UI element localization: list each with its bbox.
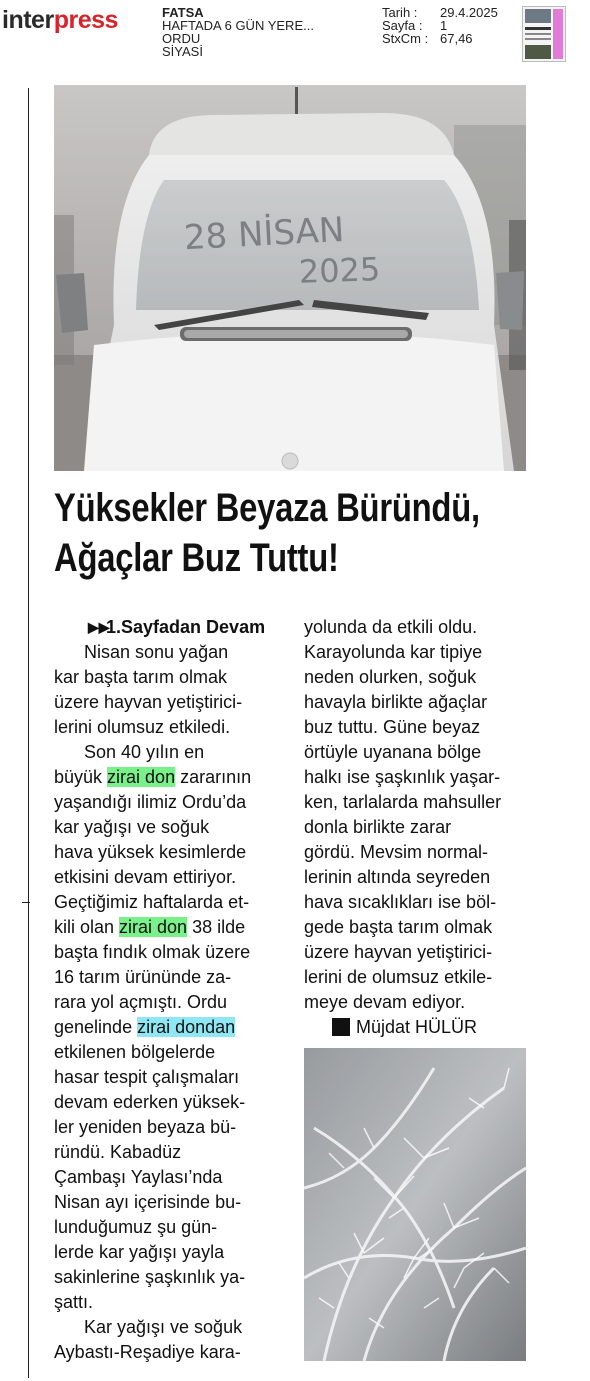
clipping-city: ORDU <box>162 31 201 46</box>
date-row: Tarih : 29.4.2025 <box>382 5 498 20</box>
double-arrow-icon: ▶▶ <box>88 619 110 635</box>
square-bullet-icon <box>332 1018 350 1036</box>
paragraph-3-continued: yolunda da etkili oldu. Karayolunda kar tipiye neden olurken, soğuk havayla birlikte ağaçlar buz tuttu. Güne beyaz örtüyle uyanana bölge halkı ise şaşkınlık yaşar- ken, tarlalarda mahsuller donla birlikte zarar gördü. Mevsim normal- lerinin altında seyreden hava sıcaklıkları ise böl- gede başta tarım olmak üzere hayvan yetiştirici- lerini de olumsuz etkile- meye devam ediyor. <box>304 617 502 1012</box>
frosted-trees-photo <box>304 1048 526 1361</box>
article-headline <box>54 483 480 583</box>
stxcm-row: StxCm : 67,46 <box>382 31 473 46</box>
snowy-van-photo <box>54 85 526 471</box>
paragraph-3: Kar yağışı ve soğuk Aybastı-Reşadiye kara- <box>54 1317 243 1362</box>
headline-line-2: Ağaçlar Buz Tuttu! <box>54 536 339 580</box>
headline-line-1: Yüksekler Beyaza Büründü, <box>54 486 480 530</box>
clipping-info <box>162 6 314 58</box>
page-value: 1 <box>440 18 448 33</box>
snow-writing-2: 2025 <box>298 250 381 291</box>
clipping-meta <box>382 6 498 45</box>
clipping-headline: HAFTADA 6 GÜN YERE... <box>162 18 314 33</box>
snow-writing-1: 28 NİSAN <box>182 209 346 259</box>
highlight-zirai-don-2: zirai don <box>119 917 188 937</box>
continued-kicker: ▶▶ 1.Sayfadan Devam <box>54 615 284 640</box>
page-row: Sayfa : 1 <box>382 18 448 33</box>
article-column-1 <box>54 615 284 1365</box>
paragraph-2: Son 40 yılın en büyük zirai don zararının yaşandığı ilimiz Ordu’da kar yağışı ve soğuk hava yüksek kesimlerde etkisini devam ettiriyor. Geçtiğimiz haftalarda et- kili olan zirai don 38 ilde başta fındık olmak üzere 16 tarım ürününde za- rara yol açmıştı. Ordu genelinde zirai dondan etkilenen bölgelerde hasar tespit çalışmaları devam ederken yüksek- ler yeniden beyaza bü- ründü. Kabadüz Çambaşı Yaylası’nda Nisan ayı içerisinde bu- lunduğumuz şu gün- lerde kar yağışı yayla sakinlerine şaşkınlık ya- şattı. <box>54 742 252 1312</box>
clipping-section: SİYASİ <box>162 44 203 59</box>
page-thumbnail <box>522 6 566 62</box>
paragraph-1: Nisan sonu yağan kar başta tarım olmak üzere hayvan yetiştirici- lerini olumsuz etkiledi. <box>54 642 243 737</box>
stxcm-value: 67,46 <box>440 31 473 46</box>
column-rule <box>28 88 29 1378</box>
highlight-zirai-dondan: zirai dondan <box>137 1017 236 1037</box>
margin-tick <box>22 902 30 903</box>
author-signature: Müjdat HÜLÜR <box>304 1015 534 1040</box>
highlight-zirai-don: zirai don <box>107 767 176 787</box>
publication-name: FATSA <box>162 5 204 20</box>
interpress-logo: interpress <box>2 6 118 34</box>
article-column-2 <box>304 615 534 1040</box>
date-value: 29.4.2025 <box>440 5 498 20</box>
